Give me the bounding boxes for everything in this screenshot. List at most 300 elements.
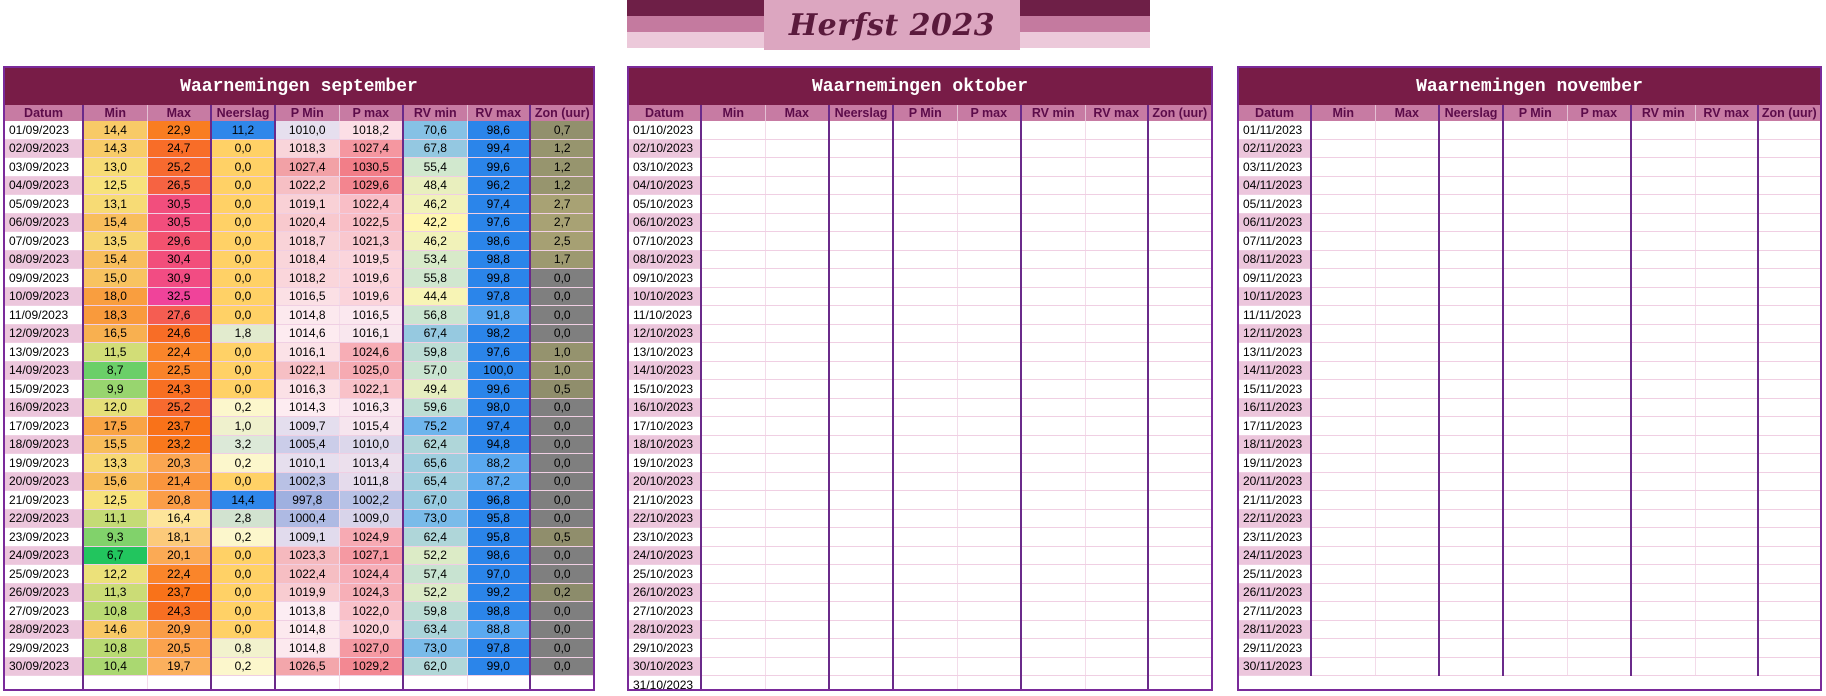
empty-cell[interactable] <box>1567 602 1631 621</box>
empty-cell[interactable] <box>829 454 893 473</box>
empty-cell[interactable] <box>765 139 829 158</box>
value-cell[interactable]: 94,8 <box>467 435 530 454</box>
empty-cell[interactable] <box>765 546 829 565</box>
value-cell[interactable]: 44,4 <box>403 287 467 306</box>
value-cell[interactable]: 1014,8 <box>275 306 339 325</box>
empty-cell[interactable] <box>1439 472 1503 491</box>
empty-cell[interactable] <box>1085 417 1148 436</box>
value-cell[interactable]: 1,8 <box>211 324 275 343</box>
date-cell[interactable]: 27/09/2023 <box>5 602 83 621</box>
empty-cell[interactable] <box>1085 639 1148 658</box>
value-cell[interactable]: 2,7 <box>530 195 594 214</box>
value-cell[interactable]: 15,6 <box>83 472 147 491</box>
empty-cell[interactable] <box>1439 324 1503 343</box>
value-cell[interactable]: 9,3 <box>83 528 147 547</box>
value-cell[interactable]: 1002,3 <box>275 472 339 491</box>
empty-cell[interactable] <box>1695 657 1758 676</box>
date-cell[interactable]: 02/09/2023 <box>5 139 83 158</box>
empty-cell[interactable] <box>1695 306 1758 325</box>
value-cell[interactable]: 97,6 <box>467 343 530 362</box>
empty-cell[interactable] <box>1148 583 1211 602</box>
value-cell[interactable]: 1019,5 <box>339 250 403 269</box>
empty-cell[interactable] <box>1695 324 1758 343</box>
value-cell[interactable]: 18,0 <box>83 287 147 306</box>
empty-cell[interactable] <box>701 121 765 139</box>
empty-cell[interactable] <box>1148 380 1211 399</box>
date-cell[interactable]: 26/10/2023 <box>629 583 701 602</box>
empty-cell[interactable] <box>1021 583 1085 602</box>
value-cell[interactable]: 1013,4 <box>339 454 403 473</box>
empty-cell[interactable] <box>893 232 957 251</box>
value-cell[interactable]: 13,1 <box>83 195 147 214</box>
empty-cell[interactable] <box>1695 269 1758 288</box>
empty-cell[interactable] <box>1311 491 1375 510</box>
column-header[interactable]: Datum <box>1239 105 1311 121</box>
empty-cell[interactable] <box>1148 324 1211 343</box>
empty-cell[interactable] <box>1311 565 1375 584</box>
value-cell[interactable]: 97,4 <box>467 417 530 436</box>
value-cell[interactable]: 22,5 <box>147 361 211 380</box>
date-cell[interactable]: 19/10/2023 <box>629 454 701 473</box>
empty-cell[interactable] <box>1439 343 1503 362</box>
empty-cell[interactable] <box>1631 546 1695 565</box>
empty-cell[interactable] <box>1503 213 1567 232</box>
value-cell[interactable]: 96,2 <box>467 176 530 195</box>
empty-cell[interactable] <box>1503 509 1567 528</box>
empty-cell[interactable] <box>701 195 765 214</box>
empty-cell[interactable] <box>957 491 1021 510</box>
empty-cell[interactable] <box>1311 139 1375 158</box>
date-cell[interactable]: 30/11/2023 <box>1239 657 1311 676</box>
empty-cell[interactable] <box>1085 195 1148 214</box>
value-cell[interactable]: 98,8 <box>467 602 530 621</box>
value-cell[interactable]: 1024,4 <box>339 565 403 584</box>
value-cell[interactable]: 2,5 <box>530 232 594 251</box>
empty-cell[interactable] <box>1021 380 1085 399</box>
empty-cell[interactable] <box>1503 565 1567 584</box>
empty-cell[interactable] <box>1148 657 1211 676</box>
empty-cell[interactable] <box>893 324 957 343</box>
empty-cell[interactable] <box>829 380 893 399</box>
empty-cell[interactable] <box>1375 158 1439 177</box>
empty-cell[interactable] <box>1375 565 1439 584</box>
empty-cell[interactable] <box>1085 250 1148 269</box>
value-cell[interactable]: 98,6 <box>467 546 530 565</box>
empty-cell[interactable] <box>701 269 765 288</box>
empty-cell[interactable] <box>701 232 765 251</box>
empty-cell[interactable] <box>1758 509 1820 528</box>
value-cell[interactable]: 1019,9 <box>275 583 339 602</box>
date-cell[interactable]: 26/11/2023 <box>1239 583 1311 602</box>
value-cell[interactable]: 1009,7 <box>275 417 339 436</box>
empty-cell[interactable] <box>1375 121 1439 139</box>
value-cell[interactable]: 1016,3 <box>339 398 403 417</box>
empty-cell[interactable] <box>765 639 829 658</box>
date-cell[interactable]: 13/09/2023 <box>5 343 83 362</box>
column-header[interactable]: RV min <box>403 105 467 121</box>
value-cell[interactable]: 0,0 <box>530 602 594 621</box>
empty-cell[interactable] <box>957 454 1021 473</box>
value-cell[interactable]: 20,9 <box>147 620 211 639</box>
column-header[interactable]: Max <box>147 105 211 121</box>
value-cell[interactable]: 30,9 <box>147 269 211 288</box>
date-cell[interactable]: 14/10/2023 <box>629 361 701 380</box>
empty-cell[interactable] <box>1758 472 1820 491</box>
value-cell[interactable]: 1024,3 <box>339 583 403 602</box>
value-cell[interactable]: 1022,4 <box>339 195 403 214</box>
date-cell[interactable]: 28/10/2023 <box>629 620 701 639</box>
column-header[interactable]: Zon (uur) <box>530 105 594 121</box>
value-cell[interactable]: 0,0 <box>211 472 275 491</box>
empty-cell[interactable] <box>1021 565 1085 584</box>
value-cell[interactable]: 1,2 <box>530 176 594 195</box>
value-cell[interactable]: 20,3 <box>147 454 211 473</box>
empty-cell[interactable] <box>1311 657 1375 676</box>
empty-cell[interactable] <box>701 509 765 528</box>
empty-cell[interactable] <box>1758 417 1820 436</box>
empty-cell[interactable] <box>829 324 893 343</box>
value-cell[interactable]: 65,6 <box>403 454 467 473</box>
empty-cell[interactable] <box>1311 195 1375 214</box>
empty-cell[interactable] <box>829 158 893 177</box>
column-header[interactable]: RV min <box>1021 105 1085 121</box>
empty-cell[interactable] <box>765 657 829 676</box>
value-cell[interactable]: 0,0 <box>211 602 275 621</box>
empty-cell[interactable] <box>957 269 1021 288</box>
date-cell[interactable]: 05/10/2023 <box>629 195 701 214</box>
empty-cell[interactable] <box>957 657 1021 676</box>
value-cell[interactable]: 1002,2 <box>339 491 403 510</box>
value-cell[interactable]: 1013,8 <box>275 602 339 621</box>
empty-cell[interactable] <box>1631 232 1695 251</box>
value-cell[interactable]: 0,0 <box>211 176 275 195</box>
empty-cell[interactable] <box>957 546 1021 565</box>
empty-cell[interactable] <box>829 583 893 602</box>
empty-cell[interactable] <box>829 491 893 510</box>
empty-cell[interactable] <box>893 417 957 436</box>
empty-cell[interactable] <box>765 491 829 510</box>
empty-cell[interactable] <box>1695 472 1758 491</box>
date-cell[interactable]: 15/09/2023 <box>5 380 83 399</box>
empty-cell[interactable] <box>1695 250 1758 269</box>
empty-cell[interactable] <box>1148 546 1211 565</box>
empty-cell[interactable] <box>829 121 893 139</box>
empty-cell[interactable] <box>1631 380 1695 399</box>
value-cell[interactable]: 24,6 <box>147 324 211 343</box>
empty-cell[interactable] <box>1375 139 1439 158</box>
date-cell[interactable]: 01/10/2023 <box>629 121 701 139</box>
empty-cell[interactable] <box>1631 343 1695 362</box>
empty-cell[interactable] <box>1021 176 1085 195</box>
date-cell[interactable]: 26/09/2023 <box>5 583 83 602</box>
date-cell[interactable]: 06/09/2023 <box>5 213 83 232</box>
value-cell[interactable]: 1030,5 <box>339 158 403 177</box>
empty-cell[interactable] <box>893 139 957 158</box>
empty-cell[interactable] <box>1311 287 1375 306</box>
empty-cell[interactable] <box>1021 676 1085 692</box>
date-cell[interactable]: 22/10/2023 <box>629 509 701 528</box>
empty-cell[interactable] <box>1375 287 1439 306</box>
value-cell[interactable]: 0,0 <box>530 306 594 325</box>
empty-cell[interactable] <box>1695 454 1758 473</box>
value-cell[interactable]: 88,8 <box>467 620 530 639</box>
empty-cell[interactable] <box>1021 454 1085 473</box>
empty-cell[interactable] <box>701 676 765 692</box>
empty-cell[interactable] <box>1085 435 1148 454</box>
empty-cell[interactable] <box>701 602 765 621</box>
date-cell[interactable]: 27/11/2023 <box>1239 602 1311 621</box>
date-cell[interactable]: 16/11/2023 <box>1239 398 1311 417</box>
empty-cell[interactable] <box>1567 158 1631 177</box>
value-cell[interactable]: 99,6 <box>467 158 530 177</box>
empty-cell[interactable] <box>1503 139 1567 158</box>
value-cell[interactable]: 24,3 <box>147 602 211 621</box>
empty-cell[interactable] <box>1021 361 1085 380</box>
value-cell[interactable]: 0,0 <box>530 324 594 343</box>
empty-cell[interactable] <box>1021 287 1085 306</box>
value-cell[interactable]: 1,0 <box>530 361 594 380</box>
empty-cell[interactable] <box>957 620 1021 639</box>
value-cell[interactable]: 1000,4 <box>275 509 339 528</box>
empty-cell[interactable] <box>1439 435 1503 454</box>
empty-cell[interactable] <box>1021 121 1085 139</box>
empty-cell[interactable] <box>893 602 957 621</box>
empty-cell[interactable] <box>1311 472 1375 491</box>
empty-cell[interactable] <box>1695 417 1758 436</box>
value-cell[interactable]: 70,6 <box>403 121 467 139</box>
date-cell[interactable]: 06/11/2023 <box>1239 213 1311 232</box>
empty-cell[interactable] <box>1148 417 1211 436</box>
empty-cell[interactable] <box>829 213 893 232</box>
empty-cell[interactable] <box>829 232 893 251</box>
empty-cell[interactable] <box>829 472 893 491</box>
date-cell[interactable]: 10/09/2023 <box>5 287 83 306</box>
empty-cell[interactable] <box>1439 306 1503 325</box>
empty-cell[interactable] <box>1567 361 1631 380</box>
empty-cell[interactable] <box>957 213 1021 232</box>
date-cell[interactable]: 01/09/2023 <box>5 121 83 139</box>
empty-cell[interactable] <box>957 324 1021 343</box>
date-cell[interactable]: 16/10/2023 <box>629 398 701 417</box>
empty-cell[interactable] <box>1758 232 1820 251</box>
empty-cell[interactable] <box>701 158 765 177</box>
empty-cell[interactable] <box>1085 491 1148 510</box>
value-cell[interactable]: 97,8 <box>467 287 530 306</box>
empty-cell[interactable] <box>1503 583 1567 602</box>
date-cell[interactable]: 08/10/2023 <box>629 250 701 269</box>
value-cell[interactable]: 0,0 <box>211 380 275 399</box>
value-cell[interactable]: 0,0 <box>211 287 275 306</box>
empty-cell[interactable] <box>1439 158 1503 177</box>
empty-cell[interactable] <box>1758 250 1820 269</box>
empty-cell[interactable] <box>957 361 1021 380</box>
value-cell[interactable]: 1009,0 <box>339 509 403 528</box>
empty-cell[interactable] <box>765 306 829 325</box>
empty-cell[interactable] <box>1439 287 1503 306</box>
empty-cell[interactable] <box>1375 583 1439 602</box>
date-cell[interactable]: 08/11/2023 <box>1239 250 1311 269</box>
value-cell[interactable]: 100,0 <box>467 361 530 380</box>
empty-cell[interactable] <box>1503 639 1567 658</box>
value-cell[interactable]: 62,4 <box>403 435 467 454</box>
empty-cell[interactable] <box>1311 176 1375 195</box>
empty-cell[interactable] <box>1503 435 1567 454</box>
value-cell[interactable]: 91,8 <box>467 306 530 325</box>
value-cell[interactable]: 95,8 <box>467 509 530 528</box>
empty-cell[interactable] <box>1695 639 1758 658</box>
empty-cell[interactable] <box>1503 158 1567 177</box>
empty-cell[interactable] <box>1631 176 1695 195</box>
empty-cell[interactable] <box>957 287 1021 306</box>
empty-cell[interactable] <box>1311 528 1375 547</box>
empty-cell[interactable] <box>957 195 1021 214</box>
empty-cell[interactable] <box>957 158 1021 177</box>
value-cell[interactable]: 14,6 <box>83 620 147 639</box>
value-cell[interactable]: 15,4 <box>83 213 147 232</box>
empty-cell[interactable] <box>765 176 829 195</box>
date-cell[interactable]: 12/09/2023 <box>5 324 83 343</box>
date-cell[interactable]: 13/11/2023 <box>1239 343 1311 362</box>
date-cell[interactable]: 09/10/2023 <box>629 269 701 288</box>
empty-cell[interactable] <box>1311 121 1375 139</box>
empty-cell[interactable] <box>1085 472 1148 491</box>
empty-cell[interactable] <box>957 565 1021 584</box>
empty-cell[interactable] <box>1503 287 1567 306</box>
empty-cell[interactable] <box>1375 213 1439 232</box>
empty-cell[interactable] <box>957 380 1021 399</box>
empty-cell[interactable] <box>1311 620 1375 639</box>
empty-cell[interactable] <box>1375 491 1439 510</box>
date-cell[interactable]: 24/11/2023 <box>1239 546 1311 565</box>
value-cell[interactable]: 59,6 <box>403 398 467 417</box>
empty-cell[interactable] <box>701 546 765 565</box>
value-cell[interactable]: 10,4 <box>83 657 147 676</box>
value-cell[interactable]: 59,8 <box>403 602 467 621</box>
empty-cell[interactable] <box>1631 620 1695 639</box>
empty-cell[interactable] <box>1085 306 1148 325</box>
empty-cell[interactable] <box>1375 454 1439 473</box>
date-cell[interactable]: 18/10/2023 <box>629 435 701 454</box>
empty-cell[interactable] <box>765 287 829 306</box>
value-cell[interactable]: 1018,2 <box>339 121 403 139</box>
empty-cell[interactable] <box>1758 343 1820 362</box>
date-cell[interactable]: 15/10/2023 <box>629 380 701 399</box>
empty-cell[interactable] <box>701 528 765 547</box>
empty-cell[interactable] <box>1758 195 1820 214</box>
value-cell[interactable]: 1015,4 <box>339 417 403 436</box>
empty-cell[interactable] <box>1695 509 1758 528</box>
empty-cell[interactable] <box>1695 176 1758 195</box>
empty-cell[interactable] <box>147 676 211 692</box>
column-header[interactable]: Zon (uur) <box>1758 105 1820 121</box>
empty-cell[interactable] <box>765 565 829 584</box>
date-cell[interactable]: 11/11/2023 <box>1239 306 1311 325</box>
date-cell[interactable]: 12/11/2023 <box>1239 324 1311 343</box>
value-cell[interactable]: 1027,1 <box>339 546 403 565</box>
date-cell[interactable]: 04/10/2023 <box>629 176 701 195</box>
empty-cell[interactable] <box>765 324 829 343</box>
empty-cell[interactable] <box>1567 176 1631 195</box>
value-cell[interactable]: 20,1 <box>147 546 211 565</box>
empty-cell[interactable] <box>1021 195 1085 214</box>
empty-cell[interactable] <box>1311 269 1375 288</box>
value-cell[interactable]: 1019,6 <box>339 269 403 288</box>
column-header[interactable]: Min <box>83 105 147 121</box>
empty-cell[interactable] <box>765 602 829 621</box>
date-cell[interactable]: 09/11/2023 <box>1239 269 1311 288</box>
empty-cell[interactable] <box>829 546 893 565</box>
empty-cell[interactable] <box>275 676 339 692</box>
date-cell[interactable]: 24/10/2023 <box>629 546 701 565</box>
empty-cell[interactable] <box>1758 491 1820 510</box>
empty-cell[interactable] <box>1439 176 1503 195</box>
empty-cell[interactable] <box>893 620 957 639</box>
empty-cell[interactable] <box>1503 306 1567 325</box>
empty-cell[interactable] <box>1695 139 1758 158</box>
value-cell[interactable]: 15,4 <box>83 250 147 269</box>
empty-cell[interactable] <box>1695 232 1758 251</box>
empty-cell[interactable] <box>1375 417 1439 436</box>
date-cell[interactable]: 29/11/2023 <box>1239 639 1311 658</box>
value-cell[interactable]: 97,4 <box>467 195 530 214</box>
value-cell[interactable]: 26,5 <box>147 176 211 195</box>
date-cell[interactable]: 22/11/2023 <box>1239 509 1311 528</box>
empty-cell[interactable] <box>1085 213 1148 232</box>
value-cell[interactable]: 95,8 <box>467 528 530 547</box>
empty-cell[interactable] <box>1311 380 1375 399</box>
empty-cell[interactable] <box>1503 657 1567 676</box>
empty-cell[interactable] <box>893 343 957 362</box>
date-cell[interactable]: 18/09/2023 <box>5 435 83 454</box>
date-cell[interactable]: 02/11/2023 <box>1239 139 1311 158</box>
empty-cell[interactable] <box>1503 250 1567 269</box>
value-cell[interactable]: 49,4 <box>403 380 467 399</box>
value-cell[interactable]: 98,0 <box>467 398 530 417</box>
value-cell[interactable]: 0,0 <box>211 250 275 269</box>
empty-cell[interactable] <box>893 546 957 565</box>
value-cell[interactable]: 73,0 <box>403 509 467 528</box>
empty-cell[interactable] <box>1148 269 1211 288</box>
empty-cell[interactable] <box>1375 361 1439 380</box>
column-header[interactable]: Datum <box>629 105 701 121</box>
empty-cell[interactable] <box>1021 602 1085 621</box>
empty-cell[interactable] <box>1631 657 1695 676</box>
empty-cell[interactable] <box>1311 602 1375 621</box>
value-cell[interactable]: 25,2 <box>147 398 211 417</box>
value-cell[interactable]: 16,4 <box>147 509 211 528</box>
empty-cell[interactable] <box>1375 306 1439 325</box>
empty-cell[interactable] <box>893 676 957 692</box>
empty-cell[interactable] <box>1631 139 1695 158</box>
value-cell[interactable]: 1,7 <box>530 250 594 269</box>
empty-cell[interactable] <box>1567 417 1631 436</box>
empty-cell[interactable] <box>1631 121 1695 139</box>
date-cell[interactable]: 03/10/2023 <box>629 158 701 177</box>
value-cell[interactable]: 1024,9 <box>339 528 403 547</box>
empty-cell[interactable] <box>829 565 893 584</box>
date-cell[interactable]: 28/09/2023 <box>5 620 83 639</box>
value-cell[interactable]: 1014,8 <box>275 620 339 639</box>
date-cell[interactable]: 31/10/2023 <box>629 676 701 692</box>
empty-cell[interactable] <box>1631 287 1695 306</box>
empty-cell[interactable] <box>1085 380 1148 399</box>
empty-cell[interactable] <box>1439 139 1503 158</box>
value-cell[interactable]: 30,5 <box>147 195 211 214</box>
empty-cell[interactable] <box>1758 398 1820 417</box>
empty-cell[interactable] <box>829 639 893 658</box>
value-cell[interactable]: 1010,0 <box>275 121 339 139</box>
value-cell[interactable]: 0,0 <box>530 620 594 639</box>
